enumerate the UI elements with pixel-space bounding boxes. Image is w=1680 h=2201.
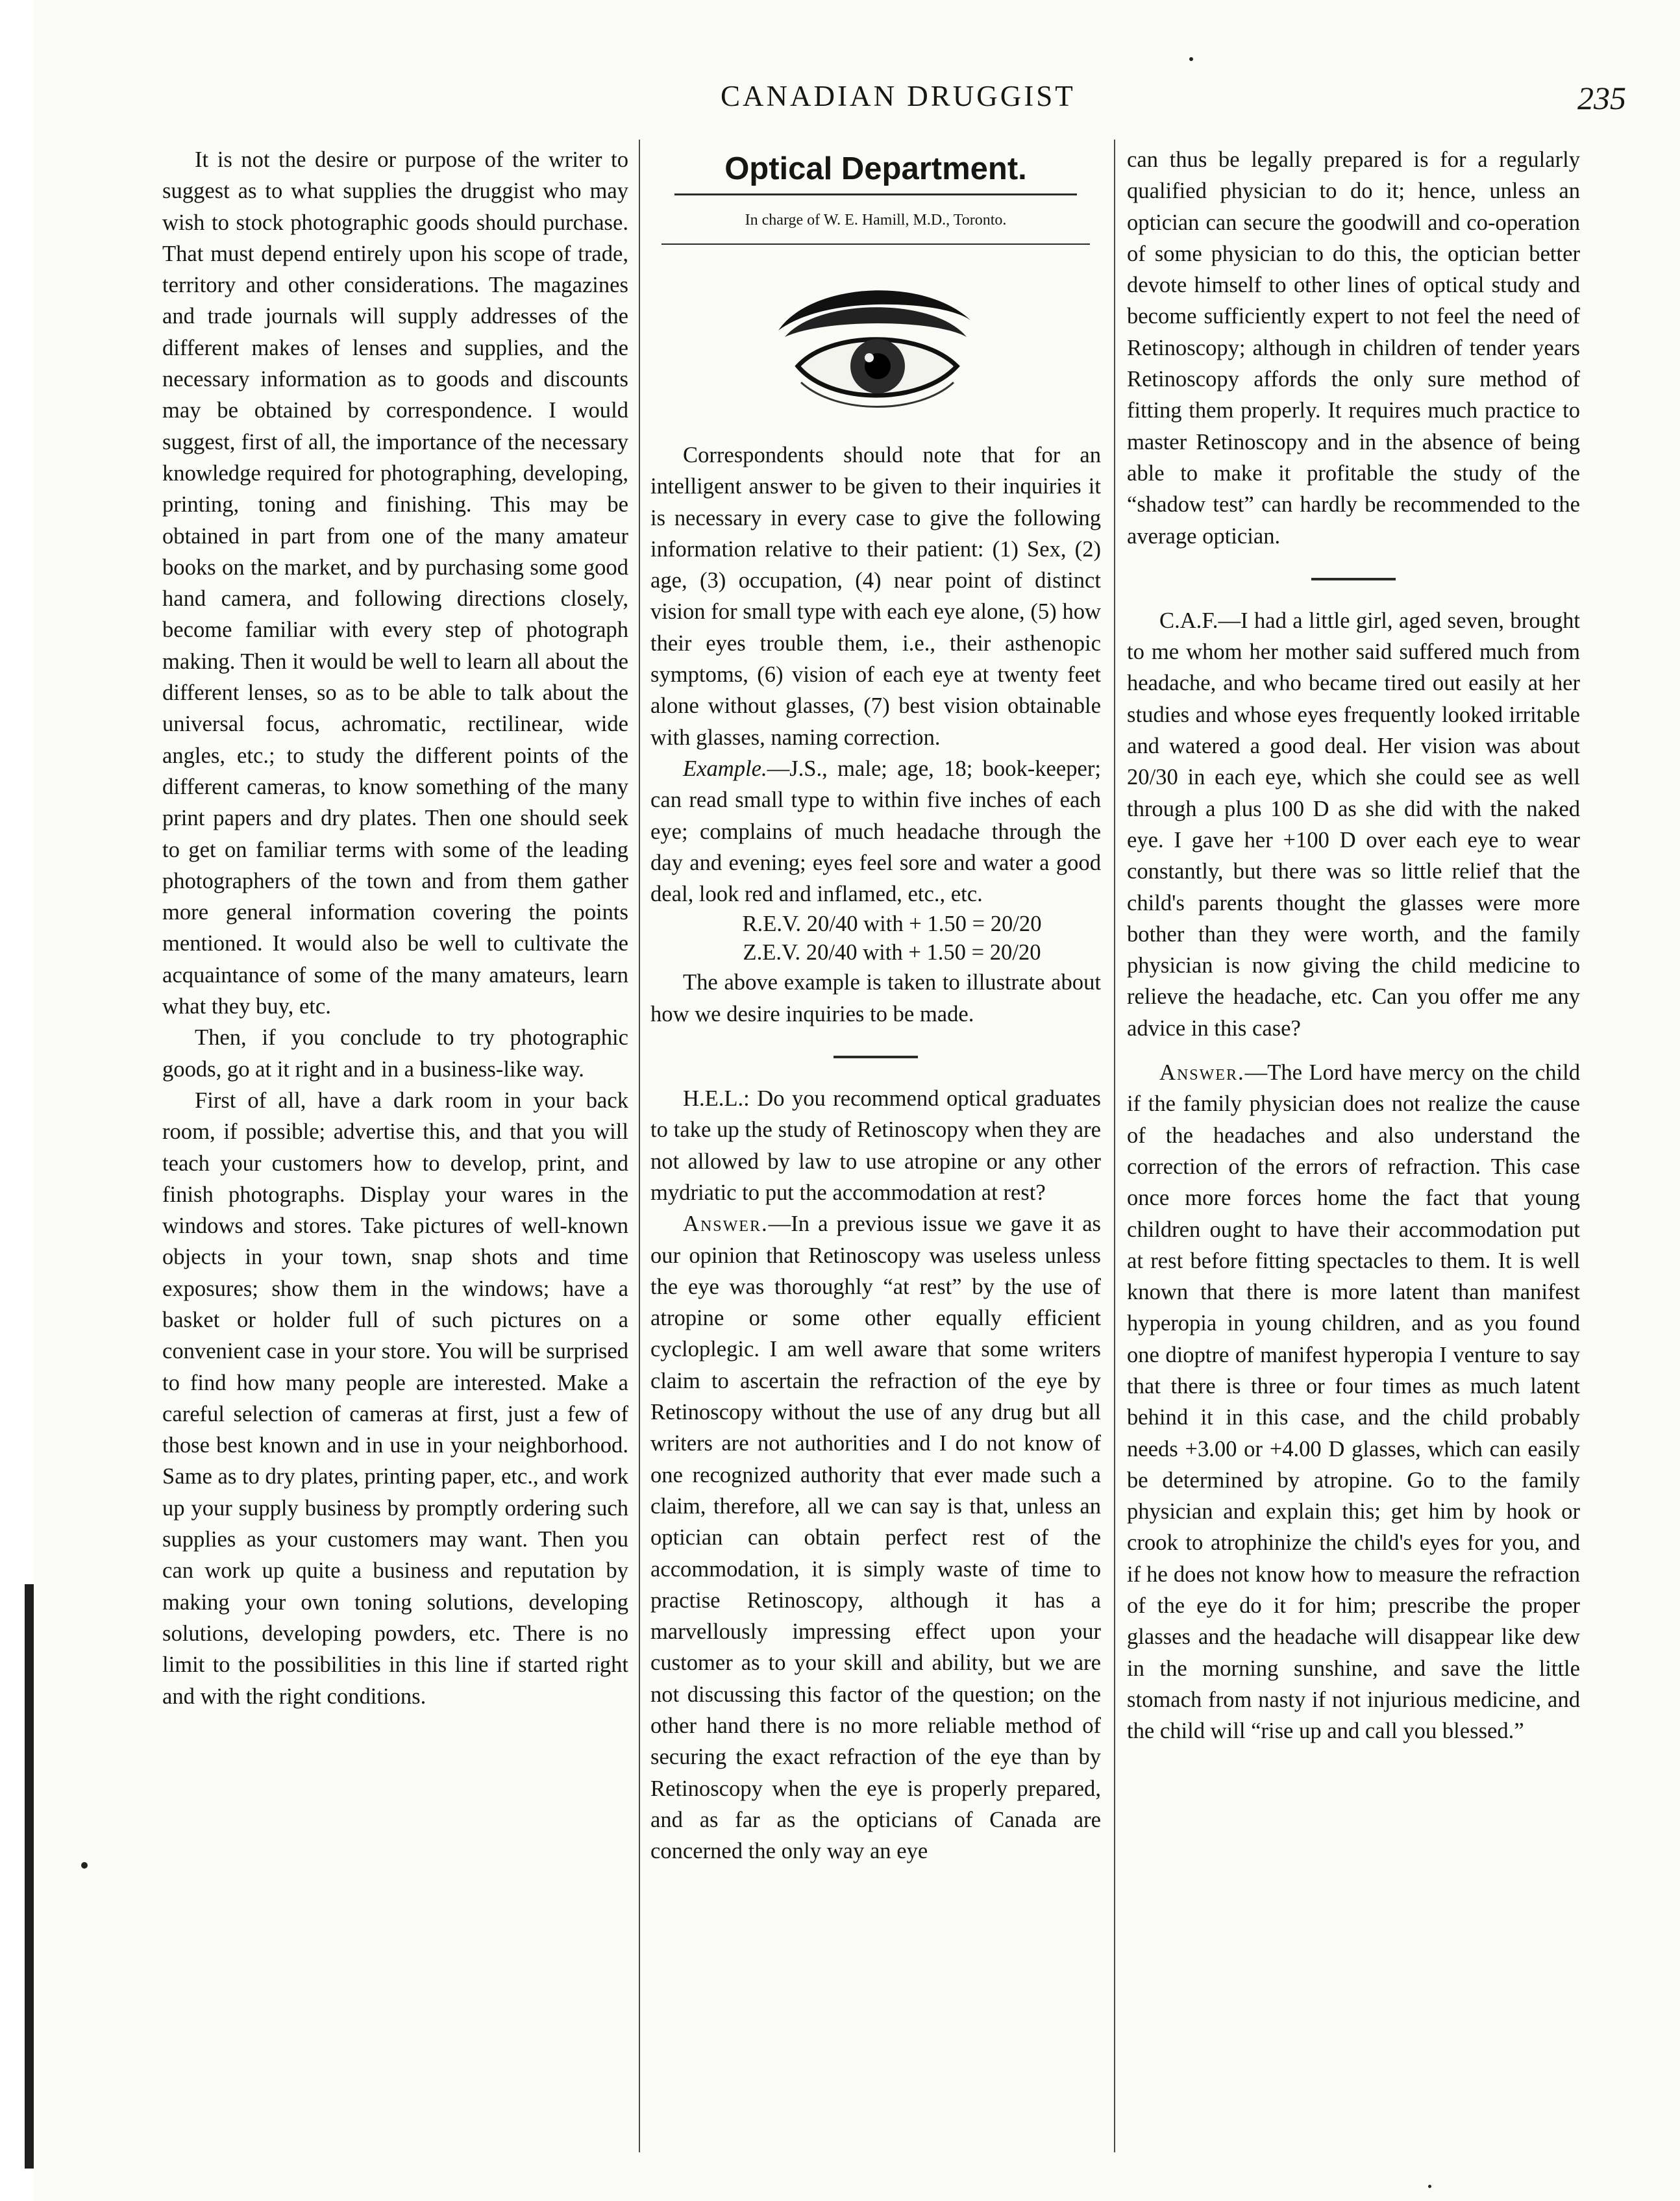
- example-text: —J.S., male; age, 18; book-keeper; can read small type to within five inches of each eye; complains of much headache through the day and evening; eyes feel sore and water a good deal, look red and inflamed, etc., etc.: [650, 756, 1101, 907]
- article-paragraph: Then, if you conclude to try photographic goods, go at it right and in a business-like way.: [162, 1025, 628, 1082]
- scan-speck: [81, 1862, 88, 1869]
- answer-text: —In a previous issue we gave it as our opinion that Retinoscopy was useless unless the eye was thoroughly “at rest” by the use of atropine or some other equally efficient cycloplegic. I am well aware that some writers claim to ascertain the refraction of the eye by Retinoscopy without the use of any drug but all writers are not authorities and I do not know of one recognized authority that ever made such a claim, therefore, all we can say is that, unless an optician can obtain perfect rest of the accommodation, it is simply waste of time to practise Retinoscopy, although it has a marvellously impressing effect upon your customer as to your skill and ability, but we are not discussing this factor of the question; on the other hand there is no more reliable method of securing the exact refraction of the eye than by Retinoscopy when the eye is properly prepared, and as far as the opticians of Canada are concerned the only way an eye: [650, 1212, 1101, 1864]
- intro-paragraph: Correspondents should note that for an intelligent answer to be given to their inquiries it is necessary in every case to give the following information relative to their patient: (1) Sex, (2) age, (3) occupation, (4) near point of distinct vision for small type with each eye alone, (5) how their eyes trouble them, i.e., their asthenopic symptoms, (6) vision of each eye at twenty feet alone without glasses, (7) best vision obtainable with glasses, naming correction.: [650, 443, 1101, 750]
- scan-edge: [0, 0, 34, 2201]
- section-divider: [1311, 578, 1396, 580]
- example-label: Example.: [683, 756, 767, 781]
- answer-label: Answer.: [1159, 1060, 1245, 1086]
- title-rule: [674, 193, 1077, 195]
- eye-illustration: [772, 285, 980, 415]
- example-note: The above example is taken to illustrate about how we desire inquiries to be made.: [650, 970, 1101, 1026]
- page-number: 235: [1577, 80, 1626, 116]
- running-head: CANADIAN DRUGGIST: [721, 80, 1076, 112]
- query-text: : Do you recommend optical graduates to take up the study of Retinoscopy when they are not allowed by law to use atropine or any other mydriatic to put the accommodation at rest?: [650, 1086, 1101, 1205]
- scan-speck: [1189, 57, 1193, 61]
- answer-label: Answer.: [683, 1212, 769, 1237]
- query-initials: H.E.L.: [683, 1086, 744, 1112]
- query-hel: [650, 1083, 1101, 1208]
- page-header: [166, 79, 1626, 125]
- answer-text: —The Lord have mercy on the child if the family physician does not realize the cause of the headaches and also understand the correction of the errors of refraction. This case once more forces home the fact that young children ought to have their accommodation put at rest before fitting spectacles to them. It is well known that there is more latent than manifest hyperopia in young children, and as you found one dioptre of manifest hyperopia I venture to say that there is three or four times as much latent behind it in this case, and the child probably needs +3.00 or +4.00 D glasses, which can easily be determined by atropine. Go to the family physician and explain this; get him by hook or crook to atrophinize the child's eyes for you, and if he does not know how to measure the refraction of the eye do it for him; prescribe the proper glasses and the headache will disappear like dew in the morning sunshine, and save the little stomach from nasty if not injurious medicine, and the child will “rise up and call you blessed.”: [1127, 1060, 1580, 1744]
- column-optical-department: [650, 144, 1101, 1867]
- department-credit: In charge of W. E. Hamill, M.D., Toronto.: [745, 212, 1007, 229]
- formula-right-eye: R.E.V. 20/40 with + 1.50 = 20/20: [742, 912, 1042, 937]
- column-optical-continued: [1127, 144, 1580, 1747]
- query-initials: C.A.F.: [1159, 608, 1218, 633]
- column-rule-2: [1114, 140, 1115, 2152]
- column-photography-article: [162, 144, 628, 1712]
- answer-caf: [1127, 1057, 1580, 1747]
- formula-left-eye: Z.E.V. 20/40 with + 1.50 = 20/20: [743, 940, 1041, 965]
- section-divider: [834, 1056, 918, 1058]
- answer-hel: [650, 1208, 1101, 1867]
- continuation-paragraph: can thus be legally prepared is for a regularly qualified physician to do it; hence, unless an optician can secure the goodwill and co-operation of some physician to do this, the optician better devote himself to other lines of optical study and become sufficiently expert to not feel the need of Retinoscopy; although in children of tender years Retinoscopy affords the only sure method of fitting them properly. It requires much practice to master Retinoscopy and in the absence of being able to make it profitable the study of the “shadow test” can hardly be recommended to the average optician.: [1127, 147, 1580, 549]
- article-paragraph: First of all, have a dark room in your back room, if possible; advertise this, and that you will teach your customers how to develop, print, and finish photographs. Display your wares in the windows and stores. Take pictures of well-known objects in your town, snap shots and time exposures; show them in the windows; have a basket or holder full of such pictures on a convenient case in your store. You will be surprised to find how many people are interested. Make a careful selection of cameras at first, just a few of those best known and in use in your neighborhood. Same as to dry plates, printing paper, etc., and work up your supply business by promptly ordering such supplies as your customers may want. Then you can work up quite a business and reputation by making your own toning solutions, developing solutions, developing powders, etc. There is no limit to the possibilities in this line if started right and with the right conditions.: [162, 1088, 628, 1709]
- query-text: —I had a little girl, aged seven, brought to me whom her mother said suffered much from headache, and who became tired out easily at her studies and whose eyes frequently looked irritable and watered a good deal. Her vision was about 20/30 in each eye, which she could see as well through a plus 100 D as she did with the naked eye. I gave her +100 D over each eye to wear constantly, but there was so little relief that the child's parents thought the glasses were more bother than they were worth, and the family physician is now giving the child medicine to relieve the headache, etc. Can you offer me any advice in this case?: [1127, 608, 1580, 1041]
- article-paragraph: It is not the desire or purpose of the writer to suggest as to what supplies the druggist who may wish to stock photographic goods should purchase. That must depend entirely upon his scope of trade, territory and other considerations. The magazines and trade journals will supply addresses of the different makes of lenses and supplies, and the necessary information as to goods and discounts may be obtained by correspondence. I would suggest, first of all, the importance of the necessary knowledge required for photographing, developing, printing, toning and finishing. This may be obtained in part from one of the many amateur books on the market, and by purchasing some good hand camera, and following directions closely, become familiar with every step of photograph making. Then it would be well to learn all about the different lenses, so as to be able to talk about the universal focus, achromatic, rectilinear, wide angles, etc.; to study the different points of the different cameras, to know something of the many print papers and dry plates. Then one should seek to get on familiar terms with some of the leading photographers of the town and from them gather more general information covering the points mentioned. It would also be well to cultivate the acquaintance of some of the many amateurs, learn what they buy, etc.: [162, 147, 628, 1019]
- query-caf: [1127, 605, 1580, 1044]
- department-title: Optical Department.: [724, 151, 1027, 186]
- example-paragraph: [650, 753, 1101, 910]
- scan-speck: [1428, 2185, 1431, 2188]
- column-rule-1: [639, 140, 640, 2152]
- credit-rule: [661, 243, 1090, 245]
